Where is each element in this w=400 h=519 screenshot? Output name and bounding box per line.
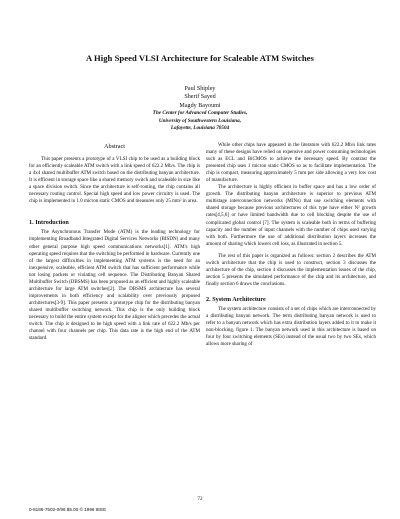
copyright-notice: 0-8186-7502-0/96 $5.00 © 1996 IEEE [29, 507, 107, 512]
page-number: 72 [197, 496, 203, 502]
affiliation [0, 110, 400, 133]
section-heading-system-architecture: 2. System Architecture [206, 295, 266, 303]
author-name: Sherif Sayed [184, 94, 216, 101]
abstract-text: This paper presents a prototype of a VLSI chip to be used as a building block for an efficiently scaleable ATM switch with a link speed of 622.2 Mb/s. The chip is a 4x4 shared multibuffer ATM switch based on the distributing banyan architecture. It is efficient in storage space like a shared memory switch and scaleable in size like a space division switch. Since the architecture is self-routing, the chip contains all necessary routing control. Special high speed and low power circuitry is used. The chip is implemented in 1.0 micron static CMOS and measures only 25 mm² in area. [29, 156, 200, 205]
affiliation-line: The Center for Advanced Computer Studies, [152, 110, 248, 116]
abstract-heading: Abstract [104, 143, 125, 150]
left-column [29, 143, 200, 342]
author-list [0, 85, 400, 110]
section-heading-introduction: 1. Introduction [29, 219, 69, 227]
intro-paragraph: The Asynchronous Transfer Mode (ATM) is the leading technology for implementing Broadband Integrated Digital Services Networks (BISDN) and many other general purpose high speed communications networks[1]. ATM's high operating speed requires that the switching be performed in hardware. Currently one of the largest difficulties in implementing ATM systems is the need for an inexpensive, scaleable, efficient ATM switch that has sufficient performance while not losing packets or violating cell sequence. The Distributing Banyan Shared Multibuffer Switch (DBSMS) has been proposed as an efficient and highly scaleable architecture for large ATM switches[2]. The DBSMS architecture has several improvements in both efficiency and scalability over previously proposed architectures[3-9]. This paper presents a prototype chip for the distributing banyan shared multibuffer switching network. This chip is the only building block necessary to build the entire system except for the aligner which precedes the actual switch. The chip is designed to be high speed with a link rate of 622.2 Mb/s per channel with four channels per chip. This data rate is the high end of the ATM standard. [29, 229, 200, 342]
body-paragraph: The rest of this paper is organized as follows: section 2 describes the ATM switch architecture that the chip is used to construct, section 3 discusses the architecture of the chip, section 4 discusses the implementation issues of the chip, section 5 presents the simulated performance of the chip and its architecture, and finally section 6 draws the conclusions. [206, 252, 376, 287]
affiliation-line: University of Southwestern Louisiana, [158, 117, 242, 124]
body-paragraph: The system architecture consists of a set of chips which are interconnected by a distributing banyan network. The term distributing banyan network is used to refer to a banyan network which has extra distribution layers added to it to make it non-blocking, figure 1. The banyan network used in this architecture is based on four by four switching elements (SEs) instead of the usual two by two SEs, which allows more sharing of [206, 305, 376, 348]
right-column [206, 142, 376, 348]
body-paragraph: While other chips have appeared in the literature with 622.2 Mb/s link rates many of these designs have relied on expensive and power consuming technologies such as ECL and BiCMOS to achieve the necessary speed. By contrast the presented chip uses 1 micron static CMOS so as to facilitate implementation. The chip is compact, measuring approximately 5 mm per side allowing a very low cost of manufacture. [206, 142, 376, 184]
author-name: Paul Shipley [184, 86, 216, 92]
paper-title: A High Speed VLSI Architecture for Scaleable ATM Switches [86, 53, 314, 63]
author-name: Magdy Bayoumi [179, 102, 221, 109]
body-paragraph: The architecture is highly efficient in buffer space and has a low order of growth. The distributing banyan architecture is superior to previous ATM multistage interconnection networks (MINs) that use switching elements with shared storage because previous architectures of this type have either N² growth rates[4,5,6] or have limited bandwidth due to cell blocking despite the use of complicated global control [7]. The system is scaleable both in terms of buffering capacity and the number of input channels with the number of chips used varying with both. Furthermore the use of additional distribution layers increases the amount of sharing which lowers cell loss, as illustrated in section 5. [206, 184, 376, 247]
affiliation-line: Lafayette, Louisiana 70504 [170, 125, 230, 132]
